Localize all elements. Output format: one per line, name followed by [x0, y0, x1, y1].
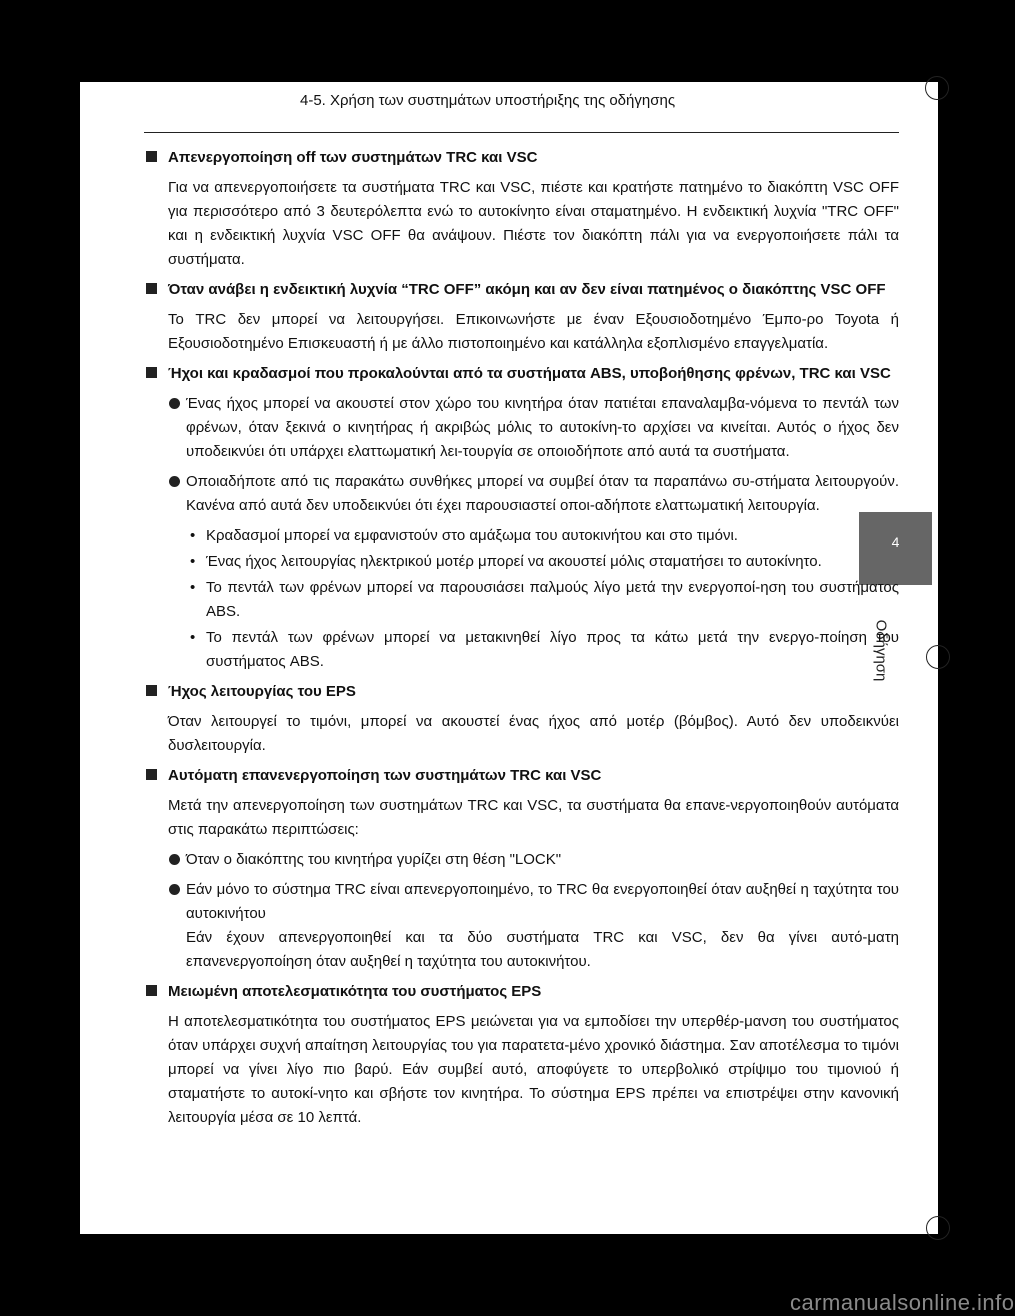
square-bullet-icon: [146, 985, 157, 996]
square-bullet-icon: [146, 769, 157, 780]
content: [144, 144, 899, 1136]
section-paragraph: Η αποτελεσματικότητα του συστήματος EPS μειώνεται για να εμποδίσει την υπερθέρ-μανση του συστήματος όταν υπάρχει συχνή απαίτηση λειτουργίας του για παρατετα-μένο χρονικό διάστημα. Σαν αποτέλεσμα το τιμόνι μπορεί να γίνει λίγο πιο βαρύ. Εάν συμβεί αυτό, αποφύγετε το υπερβολικό στρίψιμο του τιμονιού ή σταματήστε το αυτοκί-νητο και σβήστε τον κινητήρα. Το σύστημα EPS πρέπει να επιστρέψει στην κανονική λειτουργία μέσα σε 10 λεπτά.: [168, 1013, 899, 1126]
page-header: [80, 82, 938, 118]
registration-mark-icon: [925, 76, 949, 100]
header-title: 4-5. Χρήση των συστημάτων υποστήριξης της οδήγησης: [300, 92, 676, 109]
chapter-number: 4: [891, 534, 900, 550]
square-bullet-icon: [146, 151, 157, 162]
round-bullet-icon: [169, 884, 180, 895]
header-divider: [144, 132, 899, 133]
sub-list-item: • Το πεντάλ των φρένων μπορεί να μετακινηθεί λίγο προς τα κάτω μετά την ενεργο-ποίηση του συστήματος ABS.: [190, 629, 899, 670]
manual-page: [80, 82, 938, 1234]
chapter-label: Οδήγηση: [872, 619, 890, 682]
registration-mark-icon: [926, 645, 950, 669]
list-item-continuation: Εάν έχουν απενεργοποιηθεί και τα δύο συστήματα TRC και VSC, δεν θα γίνει αυτό-ματη επανενεργοποίηση όταν αυξηθεί η ταχύτητα του αυτοκινήτου.: [186, 929, 899, 970]
section-title: Όταν ανάβει η ενδεικτική λυχνία “TRC OFF” ακόμη και αν δεν είναι πατημένος ο διακόπτης VSC OFF: [144, 278, 899, 302]
section-paragraph: Για να απενεργοποιήσετε τα συστήματα TRC και VSC, πιέστε και κρατήστε πατημένο το διακόπτη VSC OFF για περισσότερο από 3 δευτερόλεπτα ενώ το αυτοκίνητο είναι σταματημένο. Η ενδεικτική λυχνία "TRC OFF" και η ενδεικτική λυχνία VSC OFF θα ανάψουν. Πιέστε τον διακόπτη πάλι για να ενεργοποιήσετε πάλι τα συστήματα.: [168, 179, 899, 268]
round-bullet-icon: [169, 854, 180, 865]
sub-list-item: • Ένας ήχος λειτουργίας ηλεκτρικού μοτέρ μπορεί να ακουστεί μόλις σταματήσει το αυτοκίνητο.: [190, 553, 822, 570]
sub-list-item: • Το πεντάλ των φρένων μπορεί να παρουσιάσει παλμούς λίγο μετά την ενεργοποί-ηση του συστήματος ABS.: [190, 579, 899, 620]
square-bullet-icon: [146, 283, 157, 294]
registration-mark-icon: [926, 1216, 950, 1240]
list-item: Οποιαδήποτε από τις παρακάτω συνθήκες μπορεί να συμβεί όταν τα παραπάνω συ-στήματα λειτουργούν. Κανένα από αυτά δεν υποδεικνύει ότι έχει παρουσιαστεί οποι-αδήποτε ελαττωματική λειτουργία.: [144, 470, 899, 518]
section-title: Μειωμένη αποτελεσματικότητα του συστήματος EPS: [144, 980, 899, 1004]
round-bullet-icon: [169, 398, 180, 409]
round-bullet-icon: [169, 476, 180, 487]
list-item: Εάν μόνο το σύστημα TRC είναι απενεργοποιημένο, το TRC θα ενεργοποιηθεί όταν αυξηθεί η ταχύτητα του αυτοκινήτου: [144, 878, 899, 926]
sub-list-item: • Κραδασμοί μπορεί να εμφανιστούν στο αμάξωμα του αυτοκινήτου και στο τιμόνι.: [190, 527, 738, 544]
section-title: Ήχος λειτουργίας του EPS: [144, 680, 899, 704]
section-title: Αυτόματη επανενεργοποίηση των συστημάτων TRC και VSC: [144, 764, 899, 788]
site-watermark: carmanualsonline.info: [790, 1290, 1015, 1315]
square-bullet-icon: [146, 367, 157, 378]
section-paragraph: Μετά την απενεργοποίηση των συστημάτων TRC και VSC, τα συστήματα θα επανε-νεργοποιηθούν αυτόματα στις παρακάτω περιπτώσεις:: [168, 797, 899, 838]
section-paragraph: Όταν λειτουργεί το τιμόνι, μπορεί να ακουστεί ένας ήχος από μοτέρ (βόμβος). Αυτό δεν υποδεικνύει δυσλειτουργία.: [168, 713, 899, 754]
section-paragraph: Το TRC δεν μπορεί να λειτουργήσει. Επικοινωνήστε με έναν Εξουσιοδοτημένο Έμπο-ρο Toyota ή Εξουσιοδοτημένο Επισκευαστή ή με άλλο πιστοποιημένο και κατάλληλα εξοπλισμένο επαγγελματία.: [168, 311, 899, 352]
square-bullet-icon: [146, 685, 157, 696]
section-title: Ήχοι και κραδασμοί που προκαλούνται από τα συστήματα ABS, υποβοήθησης φρένων, TRC και VSC: [144, 362, 899, 386]
list-item: Ένας ήχος μπορεί να ακουστεί στον χώρο του κινητήρα όταν πατιέται επαναλαμβα-νόμενα το πεντάλ των φρένων, όταν ξεκινά ο κινητήρας ή ακριβώς μόλις το αυτοκίνη-το αρχίσει να κινείται. Αυτός ο ήχος δεν υποδεικνύει ότι υπάρχει ελαττωματική λει-τουργία σε οποιοδήποτε από αυτά τα συστήματα.: [144, 392, 899, 464]
section-title: Απενεργοποίηση off των συστημάτων TRC και VSC: [144, 146, 899, 170]
list-item: Όταν ο διακόπτης του κινητήρα γυρίζει στη θέση "LOCK": [144, 848, 899, 872]
